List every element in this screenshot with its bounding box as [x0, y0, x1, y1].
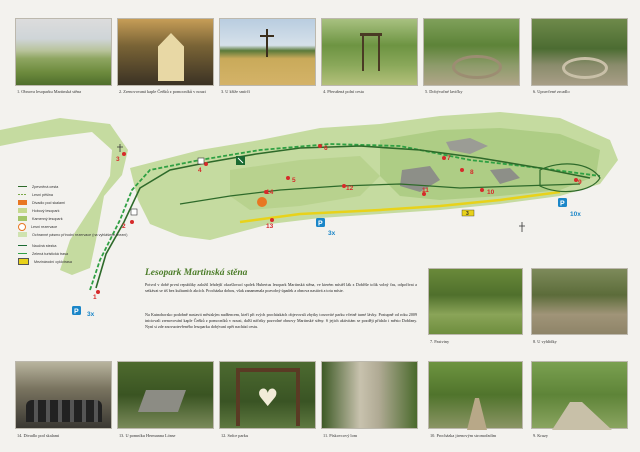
parking-1: [72, 306, 95, 318]
legend-swatch: [18, 245, 27, 247]
article-paragraph-2: Na Kutnohorsko podobně nastavit městským nadšencem, kteří při svých procházkách objevovali zbytky torzovité parku včetně turné lávky. Postupně od roku 2009 iniciovali zrenovování kaple Čeňků z pomocníků v nouzi, další náčrtky pozvolné obnovy Martinské stěny. S jejich aktivitám se později přidalo i město Dobřany. Nyní si zde znovuotevřeného lesoparku dobývaní opět nachází cestu.: [145, 312, 417, 330]
legend-item: Hobový lesopark: [18, 207, 59, 214]
point-label-12: 12: [346, 185, 354, 192]
photo-14-theatre: [15, 361, 112, 429]
photo-1-landscape: [15, 18, 112, 86]
cross-icon: [266, 29, 268, 57]
point-label-9: 9: [578, 179, 582, 186]
caption-photo-11: 11. Pískovcový lom: [323, 433, 358, 438]
caption-photo-12: 12. Srdce parku: [221, 433, 249, 438]
caption-photo-6: 6. Upravčené zrcadlo: [533, 89, 570, 94]
caption-photo-9: 9. Kruzy: [533, 433, 549, 438]
svg-text:3: 3: [466, 211, 469, 217]
photo-13-monument: [117, 361, 214, 429]
photo-6-circle: [531, 18, 628, 86]
point-label-1: 1: [93, 294, 97, 301]
svg-text:3x: 3x: [328, 230, 336, 237]
point-label-11: 11: [422, 187, 429, 194]
photo-7-pasture: [428, 268, 523, 335]
legend-item: Lesní rezervace: [18, 223, 57, 230]
photo-9-path: [531, 361, 628, 429]
legend-item: Zelená turistická trasa: [18, 250, 68, 257]
caption-photo-1: 1. Obnova lesoparku Martinská stěna: [17, 89, 82, 94]
article-paragraph-1: Potvrd v době první republiky založil lehdejší okrašlovací spolek Hubertus lesopark Martinská stěna, ve kterém místěl lák z Dobříše tolik volný čas, odpočívat a setkávat se tiš bez kulturních akcích. Procházka dobou, však zanamenala pozvolný úpadek a obnova nastává a totu míste.: [145, 282, 417, 294]
svg-text:10x: 10x: [570, 211, 581, 218]
legend-swatch: [18, 253, 27, 255]
cross-map-icon-2: [519, 222, 525, 232]
point-label-14: 14: [266, 189, 274, 196]
svg-text:P: P: [74, 308, 79, 316]
caption-photo-7: 7. Pastviny: [430, 339, 450, 344]
legend-swatch: [18, 208, 27, 213]
legend-item: Divadlo pod skalami: [18, 199, 65, 206]
photo-2-chapel: [117, 18, 214, 86]
legend-swatch: [18, 223, 26, 231]
point-label-10: 10: [487, 189, 495, 196]
viewpoint-icon: [198, 158, 204, 164]
legend-item: Ochranné pásmo přírodní rezervace (na vyhlášené mezní): [18, 231, 128, 238]
legend-swatch: [18, 258, 29, 265]
heart-icon: ♥: [257, 384, 279, 412]
legend-item: Kamenný lesopark: [18, 215, 63, 222]
theatre-marker: [257, 197, 267, 207]
legend-item: Mezinárodní cyklotrasa: [18, 258, 72, 265]
caption-photo-5: 5. Dobývačné lavičky: [425, 89, 463, 94]
legend-item: Zpevněná cesta: [18, 183, 58, 190]
legend-item: Lesní pěšina: [18, 191, 53, 198]
caption-photo-3: 3. U kříže smírčí: [221, 89, 250, 94]
point-label-3: 3: [116, 156, 120, 163]
chapel-icon: [131, 209, 137, 215]
legend-swatch: [18, 186, 27, 188]
legend-swatch: [18, 232, 27, 237]
photo-12-heart: [219, 361, 316, 429]
caption-photo-2: 2. Zrenovovaná kaple Čeňků z pomocníků v nouzi: [119, 89, 206, 94]
photo-10-alley: [428, 361, 523, 429]
caption-photo-13: 13. U pomníku Hermanna Lönse: [119, 433, 176, 438]
caption-photo-14: 14. Divadlo pod skalami: [17, 433, 60, 438]
caption-photo-10: 10. Procházka jirenovým stromořadím: [430, 433, 497, 438]
caption-photo-4: 4. Přerušená polní cesta: [323, 89, 364, 94]
legend-swatch: [18, 200, 27, 205]
point-label-6: 6: [324, 145, 328, 152]
legend-swatch: [18, 216, 27, 221]
svg-text:3x: 3x: [87, 311, 95, 318]
photo-5-benches: [423, 18, 520, 86]
point-label-2: 2: [122, 223, 126, 230]
point-label-8: 8: [470, 169, 474, 176]
parking-2: [316, 218, 336, 237]
caption-photo-8: 8. U vyhlídky: [533, 339, 557, 344]
photo-11-quarry: [321, 361, 418, 429]
svg-text:P: P: [318, 220, 323, 228]
point-label-4: 4: [198, 167, 202, 174]
chapel-shape: [158, 33, 184, 81]
article-title: Lesopark Martinská stěna: [145, 268, 248, 278]
legend-swatch: [18, 194, 27, 196]
svg-text:P: P: [560, 200, 565, 208]
point-label-5: 5: [292, 177, 296, 184]
photo-3-cross: [219, 18, 316, 86]
parking-3: [558, 198, 581, 218]
photo-4-path: [321, 18, 418, 86]
point-label-13: 13: [266, 223, 274, 230]
point-label-7: 7: [447, 155, 451, 162]
legend-item: Naučná stezka: [18, 242, 56, 249]
photo-8-viewpoint: [531, 268, 628, 335]
